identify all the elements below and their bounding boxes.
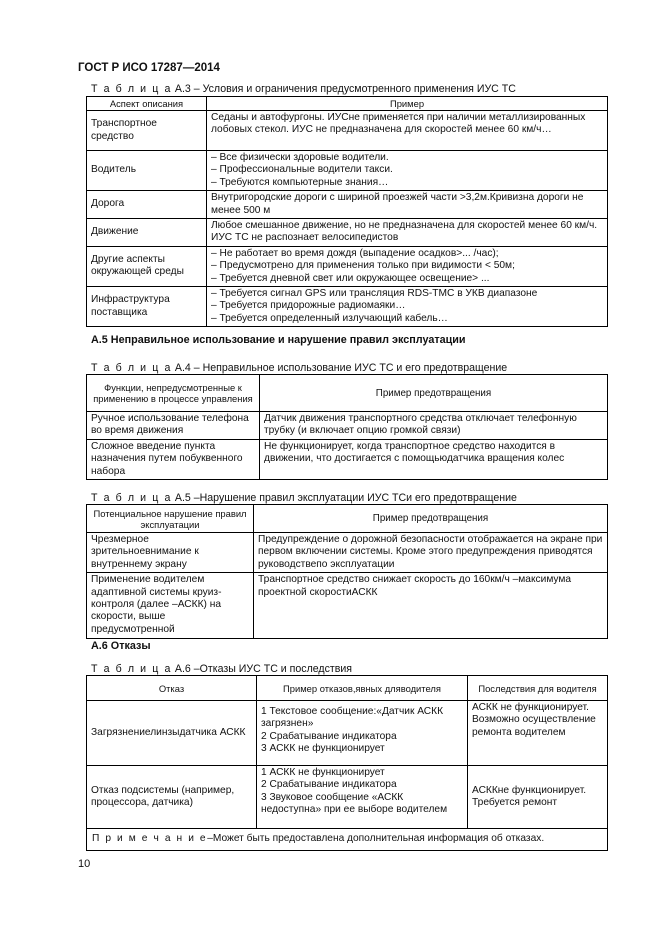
aspect-cell: Дорога xyxy=(87,191,207,219)
table-row xyxy=(87,287,608,327)
table-row xyxy=(87,151,608,191)
aspect-cell: Транспортное средство xyxy=(87,111,207,151)
example-line: 2 Срабатывание индикатора xyxy=(261,730,397,742)
example-cell: Датчик движения транспортного средства отключает телефонную трубку (и включает опцию громкой связи) xyxy=(260,412,608,440)
example-line: 3 Звуковое сообщение «АСКК недоступна» при ее выборе водителем xyxy=(261,791,448,816)
caption-prefix: Т а б л и ц а xyxy=(91,362,172,374)
consequence-cell: АСКК не функционирует. Возможно осуществление ремонта водителем xyxy=(468,701,608,766)
page-number: 10 xyxy=(78,858,91,870)
aspect-cell: Водитель xyxy=(87,151,207,191)
example-line: – Предусмотрено для применения только при видимости < 50м; xyxy=(211,260,515,272)
section-a6-heading: А.6 Отказы xyxy=(91,640,151,652)
caption-text: А.5 –Нарушение правил эксплуатации ИУС ТСи его предотвращение xyxy=(174,492,517,504)
table-row xyxy=(87,191,608,219)
table-a4-header-function: Функции, непредусмотренные к применению в процессе управления xyxy=(87,375,260,412)
example-cell: Не функционирует, когда транспортное средство находится в движении, что достигается с помощьюдатчика вращения колес xyxy=(260,439,608,479)
caption-prefix: Т а б л и ц а xyxy=(91,83,172,95)
example-line: Любое смешанное движение, но не предназначена для скоростей менее 60 км/ч. ИУС ТС не распознает велосипедистов xyxy=(211,220,598,244)
table-a5-header-violation: Потенциальное нарушение правил эксплуатации xyxy=(87,505,254,533)
table-row xyxy=(87,219,608,247)
table-a5-caption xyxy=(91,492,517,504)
caption-prefix: Т а б л и ц а xyxy=(91,663,172,675)
caption-text: А.4 – Неправильное использование ИУС ТС и его предотвращение xyxy=(174,362,508,374)
example-line: 1 АСКК не функционирует xyxy=(261,767,385,778)
example-cell xyxy=(207,287,608,327)
example-line: Седаны и автофургоны. ИУСне применяется при наличии металлизированных лобовых стекол. ИУС не предназначена для скоростей менее 60 км/ч… xyxy=(211,112,586,136)
example-line: – Требуется дневной свет или окружающее освещение> ... xyxy=(211,272,490,284)
document-header: ГОСТ Р ИСО 17287—2014 xyxy=(78,62,220,74)
example-line: – Требуется придорожные радиомаяки… xyxy=(211,300,406,312)
example-line: – Требуются компьютерные знания… xyxy=(211,176,389,188)
function-cell: Сложное введение пункта назначения путем побуквенного набора xyxy=(87,439,260,479)
example-line: 2 Срабатывание индикатора xyxy=(261,779,397,791)
table-a4-header-example: Пример предотвращения xyxy=(260,375,608,412)
table-a5 xyxy=(86,504,608,639)
failure-cell: Загрязнениелинзыдатчика АСКК xyxy=(87,701,257,766)
example-line: – Профессиональные водители такси. xyxy=(211,164,393,176)
table-a3-caption xyxy=(91,83,516,95)
example-line: 3 АСКК не функционирует xyxy=(261,743,385,755)
aspect-cell: Другие аспекты окружающей среды xyxy=(87,246,207,286)
table-a6-note xyxy=(87,829,608,851)
table-a6-header-failure: Отказ xyxy=(87,676,257,701)
table-a5-header-example: Пример предотвращения xyxy=(254,505,608,533)
example-line: Внутригородские дороги с шириной проезжей части >3,2м.Кривизна дороги не менее 500 м xyxy=(211,192,584,216)
example-cell xyxy=(207,246,608,286)
example-cell xyxy=(207,191,608,219)
example-cell: Предупреждение о дорожной безопасности отображается на экране при первом включении системы. Кроме этого предупреждения приводятся руководствепо эксплуатации xyxy=(254,533,608,573)
table-row xyxy=(87,533,608,573)
example-line: – Все физически здоровые водители. xyxy=(211,152,389,163)
example-cell: Транспортное средство снижает скорость до 160км/ч –максимума проектной скоростиАСКК xyxy=(254,573,608,639)
violation-cell: Применение водителем адаптивной системы круиз-контроля (далее –АСКК) на скорости, выше предусмотренной xyxy=(87,573,254,639)
aspect-cell: Движение xyxy=(87,219,207,247)
example-cell xyxy=(257,701,468,766)
table-row xyxy=(87,439,608,479)
example-cell xyxy=(257,766,468,829)
table-row xyxy=(87,412,608,440)
table-a6-caption xyxy=(91,663,352,675)
table-a4 xyxy=(86,374,608,480)
caption-text: А.3 – Условия и ограничения предусмотренного применения ИУС ТС xyxy=(174,83,516,95)
example-line: – Требуется определенный излучающий кабель… xyxy=(211,312,448,324)
example-line: 1 Текстовое сообщение:«Датчик АСКК загрязнен» xyxy=(261,706,444,730)
table-a3-header-aspect: Аспект описания xyxy=(87,97,207,111)
function-cell: Ручное использование телефона во время движения xyxy=(87,412,260,440)
table-row xyxy=(87,701,608,766)
table-row xyxy=(87,573,608,639)
example-line: – Не работает во время дождя (выпадение осадков>... /час); xyxy=(211,247,499,259)
table-a6-header-consequence: Последствия для водителя xyxy=(468,676,608,701)
table-row xyxy=(87,111,608,151)
table-a6-header-example: Пример отказов,явных дляводителя xyxy=(257,676,468,701)
example-cell xyxy=(207,219,608,247)
example-line: – Требуется сигнал GPS или трансляция RDS-TMC в УКВ диапазоне xyxy=(211,288,538,300)
consequence-cell: АСККне функционирует. Требуется ремонт xyxy=(468,766,608,829)
table-a6 xyxy=(86,675,608,851)
aspect-cell: Инфраструктура поставщика xyxy=(87,287,207,327)
example-cell xyxy=(207,111,608,151)
caption-prefix: Т а б л и ц а xyxy=(91,492,172,504)
table-a4-caption xyxy=(91,362,507,374)
note-text: –Может быть предоставлена дополнительная информация об отказах. xyxy=(207,833,545,845)
example-cell xyxy=(207,151,608,191)
caption-text: А.6 –Отказы ИУС ТС и последствия xyxy=(174,663,353,675)
table-a3 xyxy=(86,96,608,327)
note-prefix: П р и м е ч а н и е xyxy=(92,833,208,845)
table-row xyxy=(87,246,608,286)
failure-cell: Отказ подсистемы (например, процессора, датчика) xyxy=(87,766,257,829)
table-a3-header-example: Пример xyxy=(207,97,608,111)
table-row xyxy=(87,766,608,829)
section-a5-heading: А.5 Неправильное использование и нарушение правил эксплуатации xyxy=(91,334,466,346)
violation-cell: Чрезмерное зрительноевнимание к внутреннему экрану xyxy=(87,533,254,573)
